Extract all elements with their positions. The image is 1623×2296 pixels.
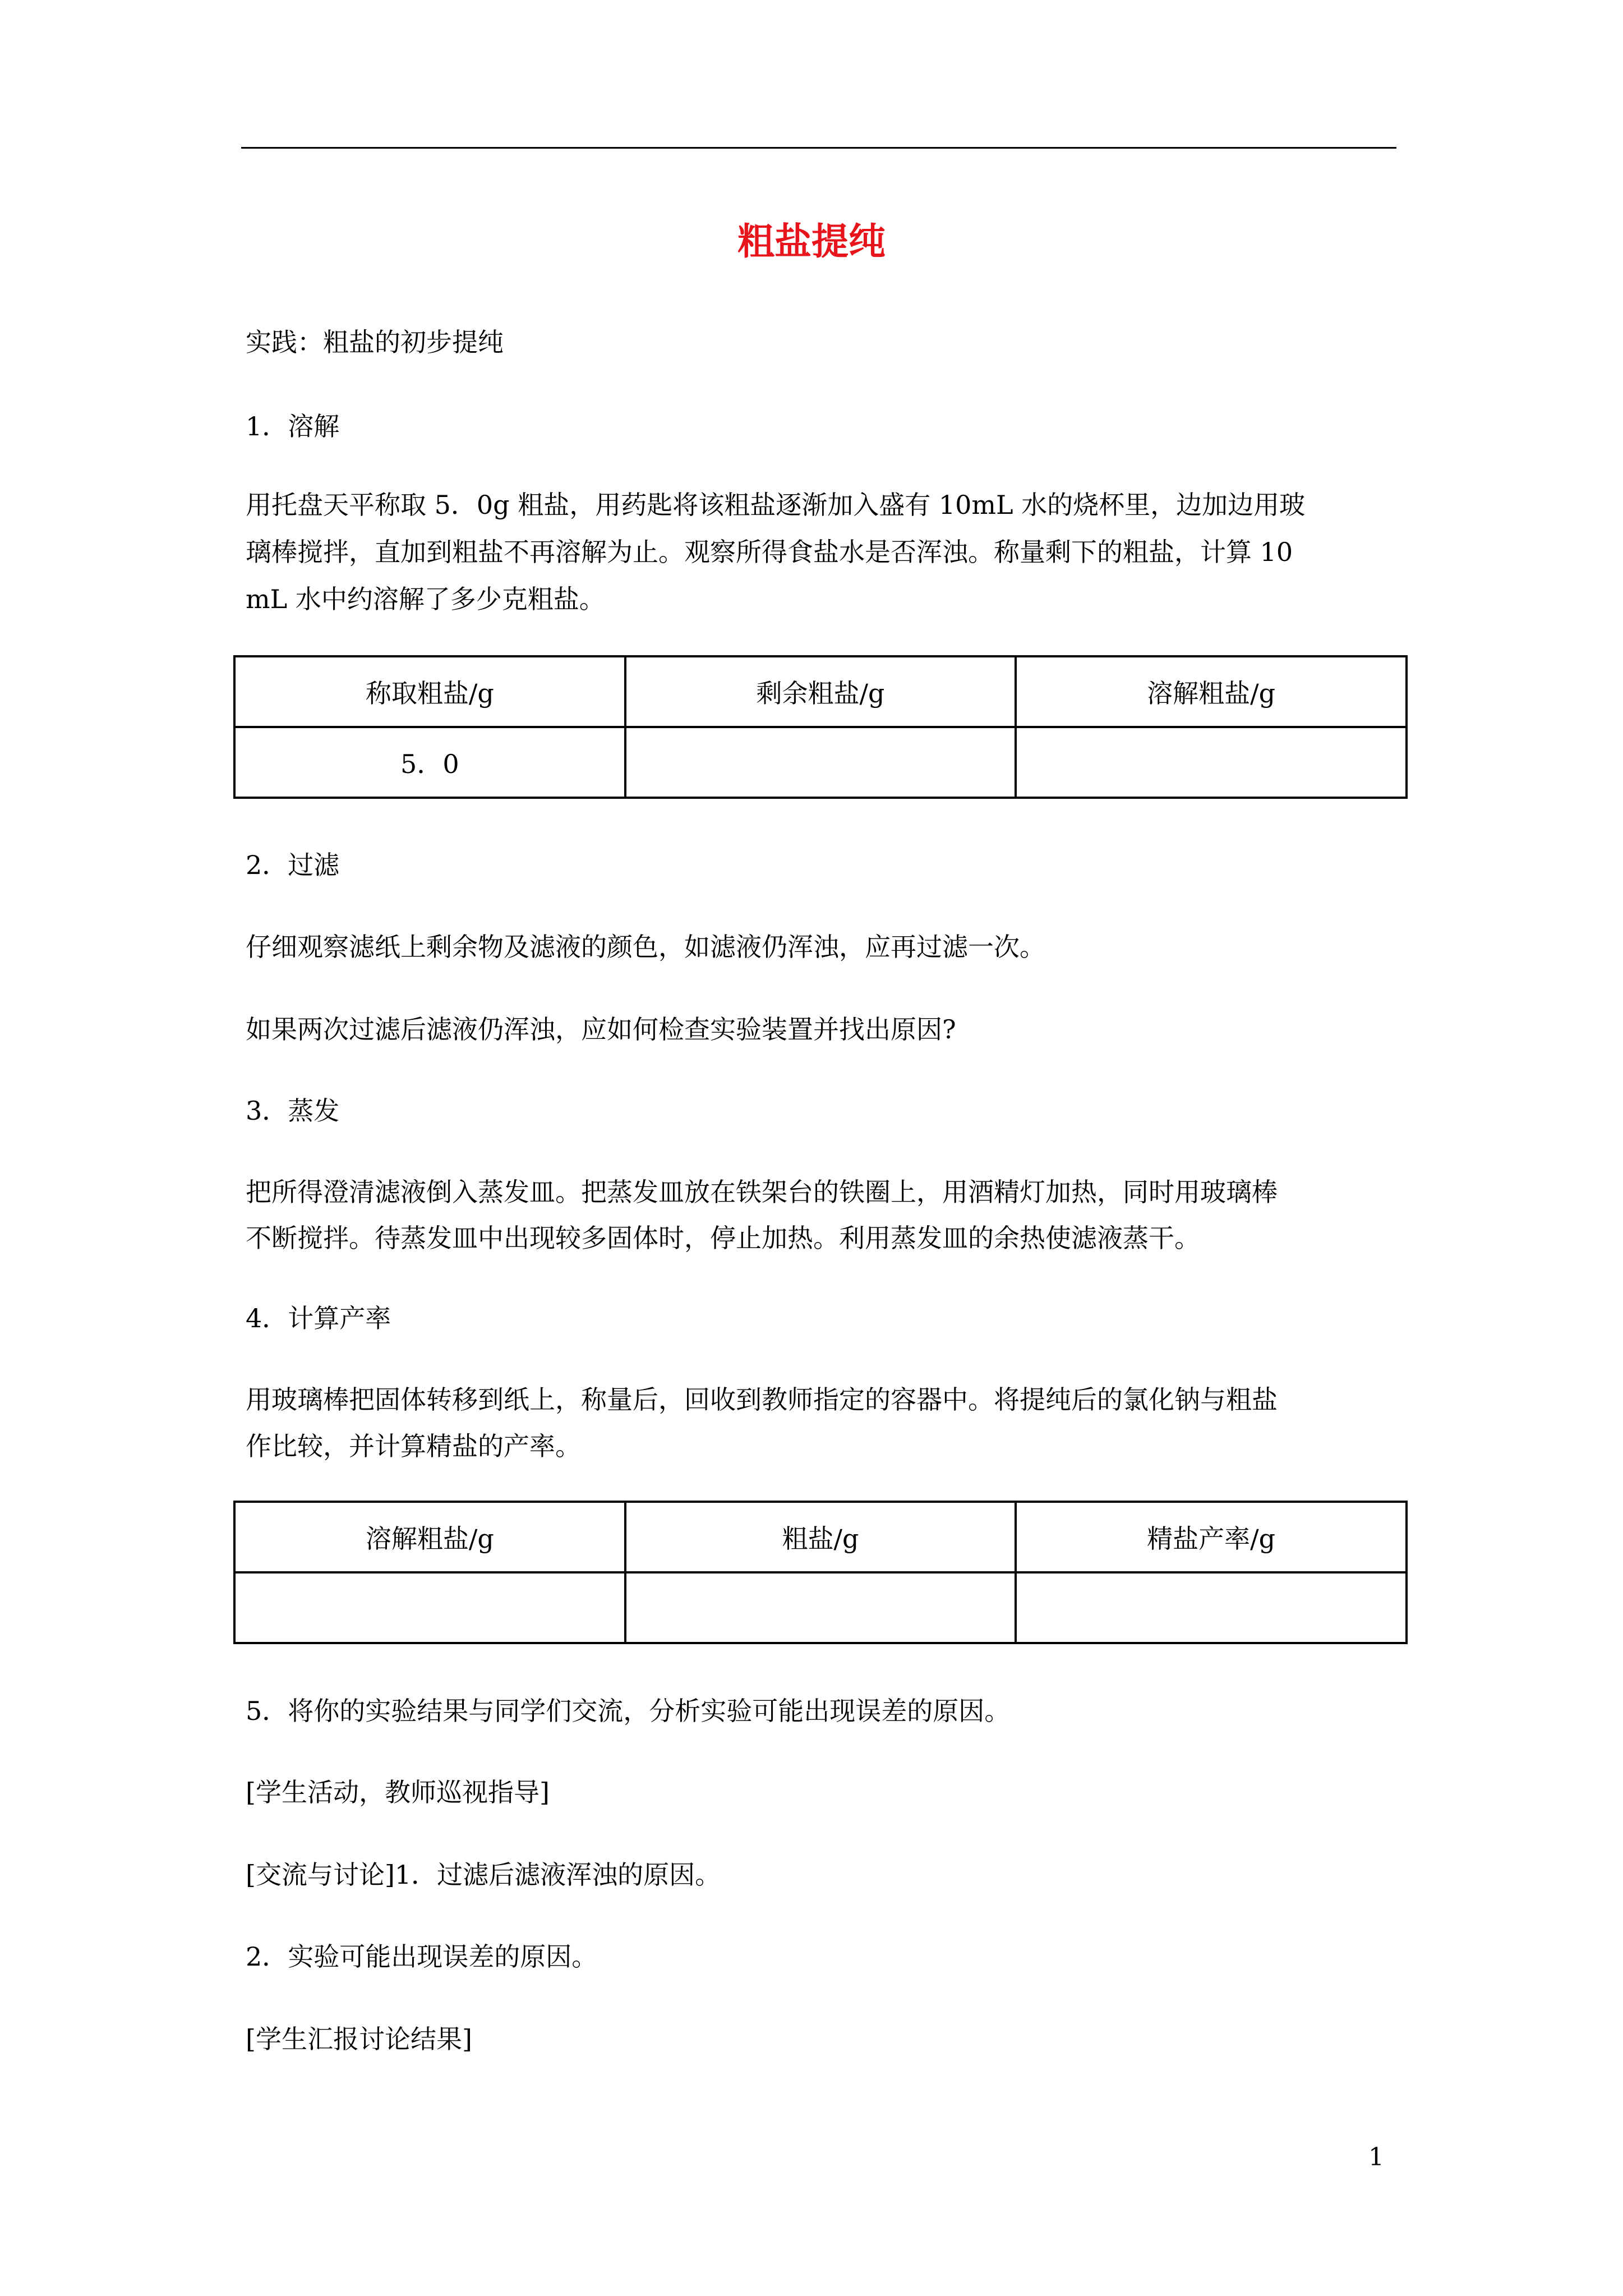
table-cell [625,727,1016,798]
discussion-line: [交流与讨论]1．过滤后滤液浑浊的原因。 [246,1860,721,1890]
dissolve-table [233,655,1408,799]
table-cell [234,1572,625,1643]
step1-line-2: 璃棒搅拌，直加到粗盐不再溶解为止。观察所得食盐水是否浑浊。称量剩下的粗盐，计算 10 [246,537,1293,567]
step3-line-1: 把所得澄清滤液倒入蒸发皿。把蒸发皿放在铁架台的铁圈上，用酒精灯加热，同时用玻璃棒 [246,1177,1278,1207]
step4-line-1: 用玻璃棒把固体转移到纸上，称量后，回收到教师指定的容器中。将提纯后的氯化钠与粗盐 [246,1384,1278,1415]
step1-line-3: mL 水中约溶解了多少克粗盐。 [246,584,605,614]
step4-line-2: 作比较，并计算精盐的产率。 [246,1431,581,1461]
table-header-cell: 粗盐/g [625,1502,1016,1572]
step2-paragraph-1: 仔细观察滤纸上剩余物及滤液的颜色，如滤液仍浑浊，应再过滤一次。 [246,932,1045,962]
step2-paragraph-2: 如果两次过滤后滤液仍浑浊，应如何检查实验装置并找出原因? [246,1014,956,1045]
discussion-line-2: 2．实验可能出现误差的原因。 [246,1941,598,1972]
step5-line: 5．将你的实验结果与同学们交流，分析实验可能出现误差的原因。 [246,1696,1011,1726]
table-row [234,1572,1407,1643]
page-number: 1 [1368,2143,1384,2171]
yield-table [233,1501,1408,1644]
table-header-cell: 剩余粗盐/g [625,656,1016,727]
header-rule [241,147,1396,149]
table-cell [625,1572,1016,1643]
table-header-row [234,1502,1407,1572]
page-title: 粗盐提纯 [737,219,886,263]
table-header-cell: 精盐产率/g [1016,1502,1407,1572]
step1-heading: 1．溶解 [246,411,340,441]
table-row [234,727,1407,798]
step3-heading: 3．蒸发 [246,1096,340,1126]
step2-heading: 2．过滤 [246,850,340,880]
activity-line: [学生活动，教师巡视指导] [246,1777,550,1807]
table-header-row [234,656,1407,727]
table-cell [1016,727,1407,798]
step4-heading: 4．计算产率 [246,1303,391,1333]
step3-line-2: 不断搅拌。待蒸发皿中出现较多固体时，停止加热。利用蒸发皿的余热使滤液蒸干。 [246,1223,1200,1253]
intro-line: 实践：粗盐的初步提纯 [246,327,504,357]
report-line: [学生汇报讨论结果] [246,2024,472,2054]
table-cell: 5．0 [234,727,625,798]
table-cell [1016,1572,1407,1643]
table-header-cell: 溶解粗盐/g [1016,656,1407,727]
table-header-cell: 溶解粗盐/g [234,1502,625,1572]
table-header-cell: 称取粗盐/g [234,656,625,727]
step1-line-1: 用托盘天平称取 5．0g 粗盐，用药匙将该粗盐逐渐加入盛有 10mL 水的烧杯里，边加边用玻 [246,490,1306,520]
